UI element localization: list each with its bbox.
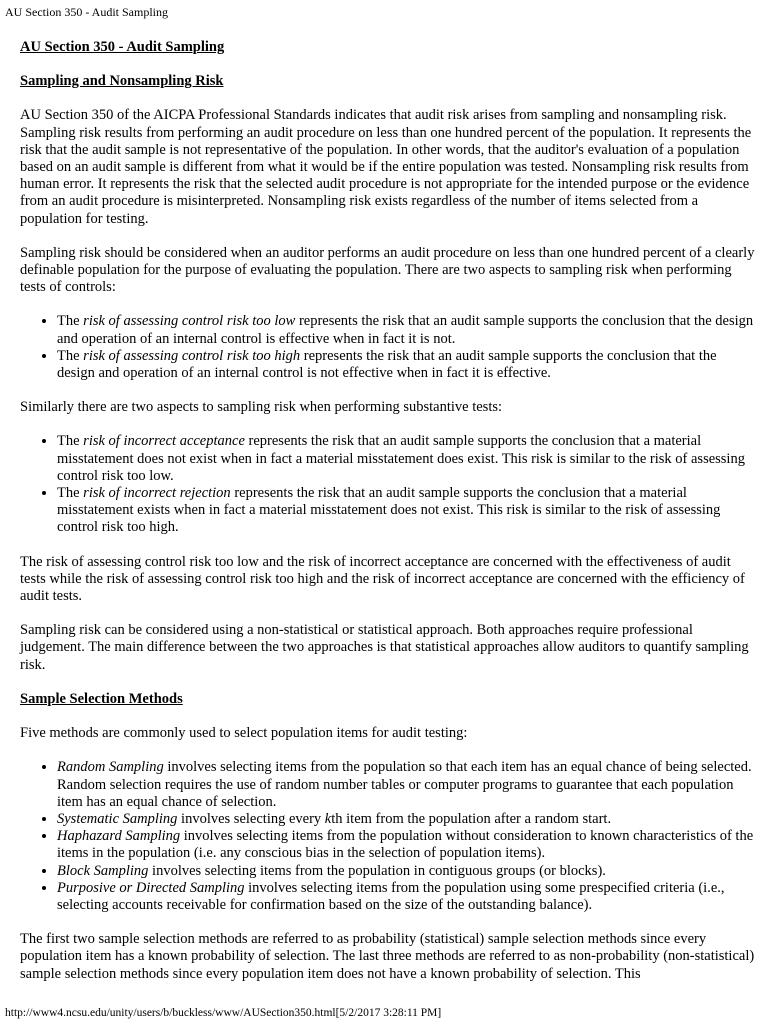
list-item: • The risk of assessing control risk too high represents the risk that an audit sample supports the conclusion that the design and operation of an internal control is not effective when in fact it is effective. (57, 348, 755, 382)
page-footer-url: http://www4.ncsu.edu/unity/users/b/buckless/www/AUSection350.html[5/2/2017 3:28:11 PM] (5, 1007, 442, 1019)
section-heading-sampling-risk: Sampling and Nonsampling Risk (20, 73, 224, 90)
controls-risk-list (20, 313, 755, 382)
list-item: • Systematic Sampling involves selecting every kth item from the population after a random start. (57, 811, 755, 828)
paragraph-methods-intro: Five methods are commonly used to select population items for audit testing: (20, 725, 468, 742)
paragraph-substantive-tests: Similarly there are two aspects to sampling risk when performing substantive tests: (20, 399, 503, 416)
list-item: • Block Sampling involves selecting items from the population in contiguous groups (or blocks). (57, 863, 755, 880)
list-item: • Haphazard Sampling involves selecting items from the population without consideration to known characteristics of the items in the population (i.e. any conscious bias in the selection of population items). (57, 828, 755, 862)
paragraph-audit-risk: AU Section 350 of the AICPA Professional Standards indicates that audit risk arises from sampling and nonsampling risk. Sampling risk results from performing an audit procedure on less than one hundred percent of the population. It represents the risk that the audit sample is not representative of the population. In other words, that the auditor's evaluation of a population based on an audit sample is different from what it would be if the entire population was tested. Nonsampling risk results from human error. It represents the risk that the selected audit procedure is not appropriate for the intended purpose or the evidence from an audit procedure is misinterpreted. Nonsampling risk exists regardless of the number of items selected from a population for testing. (20, 107, 752, 227)
list-item: • The risk of incorrect rejection represents the risk that an audit sample supports the conclusion that a material misstatement exists when in fact a material misstatement does not exist. This risk is similar to the risk of assessing control risk too high. (57, 485, 755, 537)
page-header-title: AU Section 350 - Audit Sampling (5, 5, 168, 19)
document-body (20, 39, 755, 1000)
selection-methods-list (20, 759, 755, 914)
list-item: • The risk of assessing control risk too low represents the risk that an audit sample supports the conclusion that the design and operation of an internal control is effective when in fact it is not. (57, 313, 755, 347)
paragraph-effectiveness-efficiency: The risk of assessing control risk too low and the risk of incorrect acceptance are concerned with the effectiveness of audit tests while the risk of assessing control risk too high and the risk of incorrect acceptance are concerned with the efficiency of audit tests. (20, 553, 745, 605)
paragraph-sampling-risk-controls: Sampling risk should be considered when an auditor performs an audit procedure on less than one hundred percent of a clearly definable population for the purpose of evaluating the population. There are two aspects to sampling risk when performing tests of controls: (20, 244, 755, 296)
document-title: AU Section 350 - Audit Sampling (20, 39, 225, 55)
list-item: • Purposive or Directed Sampling involves selecting items from the population using some prespecified criteria (i.e., selecting accounts receivable for confirmation based on the size of the outstanding balance). (57, 880, 755, 914)
paragraph-probability-methods: The first two sample selection methods are referred to as probability (statistical) sample selection methods since every population item has a known probability of selection. The last three methods are referred to as non-probability (non-statistical) sample selection methods since every population item does not have a known probability of selection. This (20, 931, 755, 982)
paragraph-statistical-approach: Sampling risk can be considered using a non-statistical or statistical approach. Both approaches require professional judgement. The main difference between the two approaches is that statistical approaches allow auditors to quantify sampling risk. (20, 622, 749, 673)
list-item: • The risk of incorrect acceptance represents the risk that an audit sample supports the conclusion that a material misstatement does not exist when in fact a material misstatement does exist. This risk is similar to the risk of assessing control risk too low. (57, 433, 755, 485)
section-heading-selection-methods: Sample Selection Methods (20, 690, 183, 707)
list-item: • Random Sampling involves selecting items from the population so that each item has an equal chance of being selected. Random selection requires the use of random number tables or computer programs to guarantee that each population item has an equal chance of selection. (57, 759, 755, 811)
substantive-risk-list (20, 433, 755, 536)
